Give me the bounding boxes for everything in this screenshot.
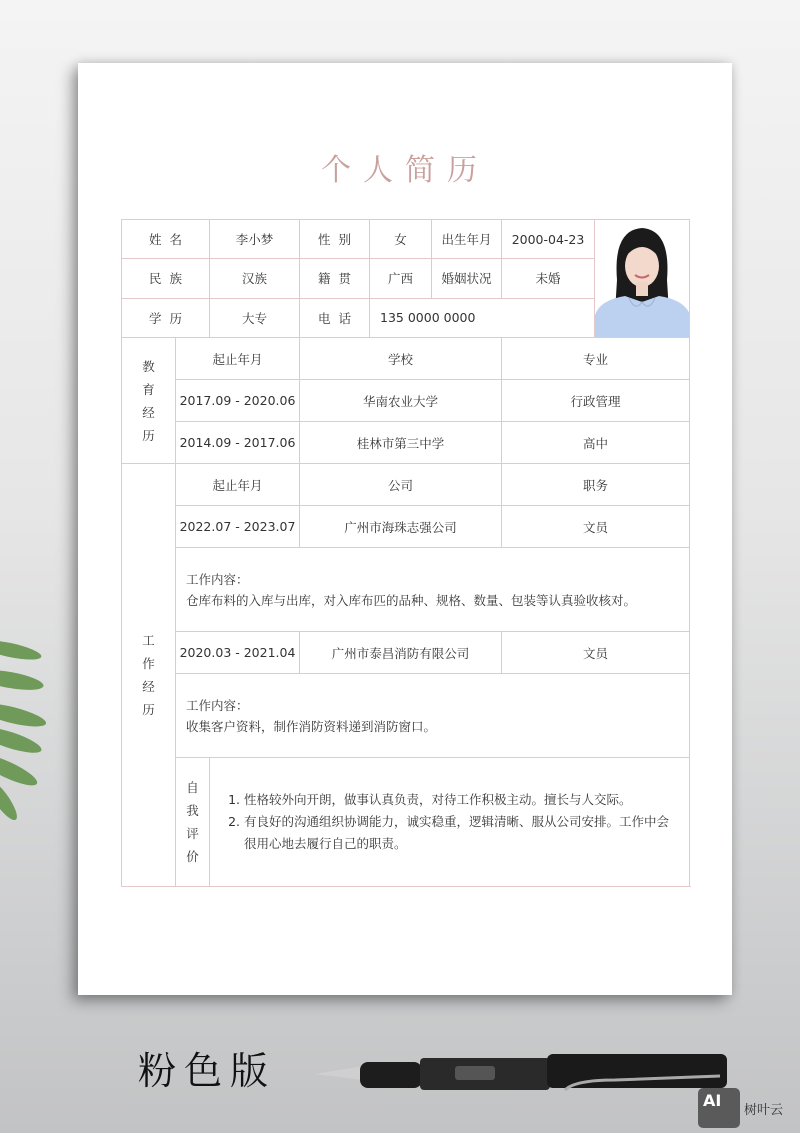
table-row <box>122 632 690 674</box>
resume-table <box>121 219 690 887</box>
education-label: 学 历 <box>122 298 210 337</box>
edu-school: 华南农业大学 <box>300 380 502 422</box>
edu-header-period: 起止年月 <box>176 338 300 380</box>
watermark <box>698 1088 783 1128</box>
watermark-text: 树叶云 <box>744 1102 784 1118</box>
phone-value: 135 0000 0000 <box>370 298 595 337</box>
marital-label: 婚姻状况 <box>432 259 502 298</box>
job-content-label: 工作内容： <box>186 697 249 713</box>
job-company: 广州市泰昌消防有限公司 <box>300 632 502 674</box>
edu-header-school: 学校 <box>300 338 502 380</box>
phone-label: 电 话 <box>300 298 370 337</box>
job-period: 2020.03 - 2021.04 <box>176 632 300 674</box>
edu-period: 2014.09 - 2017.06 <box>176 422 300 464</box>
name-label: 姓 名 <box>122 220 210 259</box>
table-row <box>122 380 690 422</box>
self-eval-section-label: 自 我 评 价 <box>176 758 210 887</box>
job-content <box>176 674 690 758</box>
watermark-logo-icon: AI <box>698 1088 740 1128</box>
fountain-pen-decoration <box>315 1040 735 1100</box>
profile-photo <box>595 220 690 338</box>
self-eval-content <box>210 758 690 887</box>
job-role: 文员 <box>502 506 690 548</box>
work-header-company: 公司 <box>300 464 502 506</box>
job-company: 广州市海珠志强公司 <box>300 506 502 548</box>
resume-paper <box>78 63 732 995</box>
job-content <box>176 548 690 632</box>
gender-value: 女 <box>370 220 432 259</box>
edu-period: 2017.09 - 2020.06 <box>176 380 300 422</box>
birth-label: 出生年月 <box>432 220 502 259</box>
edu-major: 行政管理 <box>502 380 690 422</box>
table-row <box>122 422 690 464</box>
ethnicity-value: 汉族 <box>210 259 300 298</box>
origin-label: 籍 贯 <box>300 259 370 298</box>
work-section-label: 工 作 经 历 <box>122 464 176 887</box>
work-header-period: 起止年月 <box>176 464 300 506</box>
fern-leaf-decoration <box>0 630 50 820</box>
education-section-label: 教 育 经 历 <box>122 338 176 464</box>
job-content-label: 工作内容： <box>186 571 249 587</box>
job-content-text: 收集客户资料，制作消防资料递到消防窗口。 <box>186 718 437 734</box>
job-role: 文员 <box>502 632 690 674</box>
self-eval-item: 1. 性格较外向开朗，做事认真负责，对待工作积极主动。擅长与人交际。 <box>244 789 679 811</box>
edu-school: 桂林市第三中学 <box>300 422 502 464</box>
birth-value: 2000-04-23 <box>502 220 595 259</box>
gender-label: 性 别 <box>300 220 370 259</box>
marital-value: 未婚 <box>502 259 595 298</box>
origin-value: 广西 <box>370 259 432 298</box>
education-value: 大专 <box>210 298 300 337</box>
edu-major: 高中 <box>502 422 690 464</box>
table-row <box>122 506 690 548</box>
job-period: 2022.07 - 2023.07 <box>176 506 300 548</box>
edu-header-major: 专业 <box>502 338 690 380</box>
job-content-text: 仓库布料的入库与出库，对入库布匹的品种、规格、数量、包装等认真验收核对。 <box>186 592 637 608</box>
resume-title: 个人简历 <box>321 153 489 188</box>
self-eval-item: 2. 有良好的沟通组织协调能力，诚实稳重，逻辑清晰、服从公司安排。工作中会很用心地去履行自己的职责。 <box>244 811 679 855</box>
version-caption: 粉色版 <box>138 1049 277 1093</box>
ethnicity-label: 民 族 <box>122 259 210 298</box>
work-header-role: 职务 <box>502 464 690 506</box>
name-value: 李小梦 <box>210 220 300 259</box>
